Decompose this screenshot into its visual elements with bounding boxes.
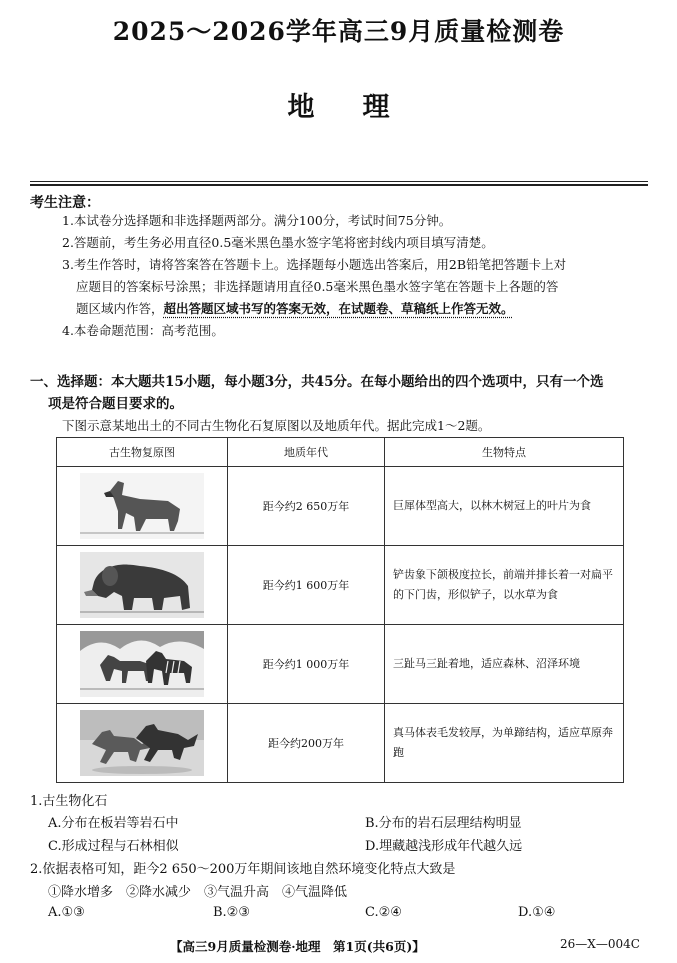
q2-option-c: C.②④ [365,905,402,920]
organism-trait: 三趾马三趾着地，适应森林、沼泽环境 [385,625,624,704]
paper-code: 26—X—004C [560,937,640,951]
notice-item-3: 3.考生作答时，请将答案答在答题卡上。选择题每小题选出答案后，用2B铅笔把答题卡上对 [62,257,567,272]
q2-option-d: D.①④ [518,905,556,920]
table-row [57,704,624,783]
exam-title: 2025～2026学年高三9月质量检测卷 [112,17,565,46]
shovel-tusker-elephant-image [80,552,204,618]
fossil-image-cell [57,467,228,546]
geologic-age: 距今约1 600万年 [228,546,385,625]
notice-item-3-cont2 [76,298,514,320]
header-rule-thick [30,184,648,186]
running-horses-image [80,710,204,776]
section-heading: 一、选择题：本大题共15小题，每小题3分，共45分。在每小题给出的四个选项中，只有一个选 [30,374,604,390]
organism-trait: 真马体表毛发较厚，为单蹄结构，适应草原奔跑 [385,704,624,783]
question-intro: 下图示意某地出土的不同古生物化石复原图以及地质年代。据此完成1～2题。 [62,418,491,433]
page-footer: 【高三9月质量检测卷·地理 第1页(共6页)】 [170,939,425,954]
notice-item-3-cont: 应题目的答案标号涂黑；非选择题请用直径0.5毫米黑色墨水签字笔在答题卡上各题的答 [76,279,559,294]
notice-item-3-cont2-text: 题区域内作答， [76,301,164,316]
subject-title: 地理 [287,92,438,123]
three-toed-horse-image [80,631,204,697]
header-rule-thin [30,181,648,182]
notice-item-2: 2.答题前，考生务必用直径0.5毫米黑色墨水签字笔将密封线内项目填写清楚。 [62,235,494,250]
section-heading-cont: 项是符合题目要求的。 [48,396,183,412]
table-header-row [57,438,624,467]
organism-trait: 铲齿象下颌极度拉长，前端并排长着一对扁平的下门齿，形似铲子，以水草为食 [385,546,624,625]
giraffe-rhino-fossil-image [80,473,204,539]
table-row [57,546,624,625]
fossil-image-cell [57,625,228,704]
organism-trait: 巨犀体型高大，以林木树冠上的叶片为食 [385,467,624,546]
fossil-image-cell [57,704,228,783]
table-row [57,625,624,704]
q2-choices: ①降水增多 ②降水减少 ③气温升高 ④气温降低 [48,885,348,900]
notice-item-1: 1.本试卷分选择题和非选择题两部分。满分100分，考试时间75分钟。 [62,213,452,228]
notice-emphasis: 超出答题区域书写的答案无效，在试题卷、草稿纸上作答无效。 [163,301,514,316]
question-2-stem: 2.依据表格可知，距今2 650～200万年期间该地自然环境变化特点大致是 [30,862,456,877]
fossil-table [56,437,624,783]
table-header-age: 地质年代 [228,438,385,467]
q1-option-d: D.埋藏越浅形成年代越久远 [365,839,523,854]
question-1-stem: 1.古生物化石 [30,794,108,809]
table-row [57,467,624,546]
geologic-age: 距今约1 000万年 [228,625,385,704]
geologic-age: 距今约200万年 [228,704,385,783]
q2-option-b: B.②③ [213,905,250,920]
table-header-image: 古生物复原图 [57,438,228,467]
table-header-trait: 生物特点 [385,438,624,467]
notice-heading: 考生注意： [30,195,100,211]
q1-option-b: B.分布的岩石层理结构明显 [365,816,522,831]
geologic-age: 距今约2 650万年 [228,467,385,546]
q2-option-a: A.①③ [48,905,85,920]
q1-option-a: A.分布在板岩等岩石中 [48,816,179,831]
fossil-image-cell [57,546,228,625]
q1-option-c: C.形成过程与石林相似 [48,839,179,854]
notice-item-4: 4.本卷命题范围：高考范围。 [62,323,224,338]
